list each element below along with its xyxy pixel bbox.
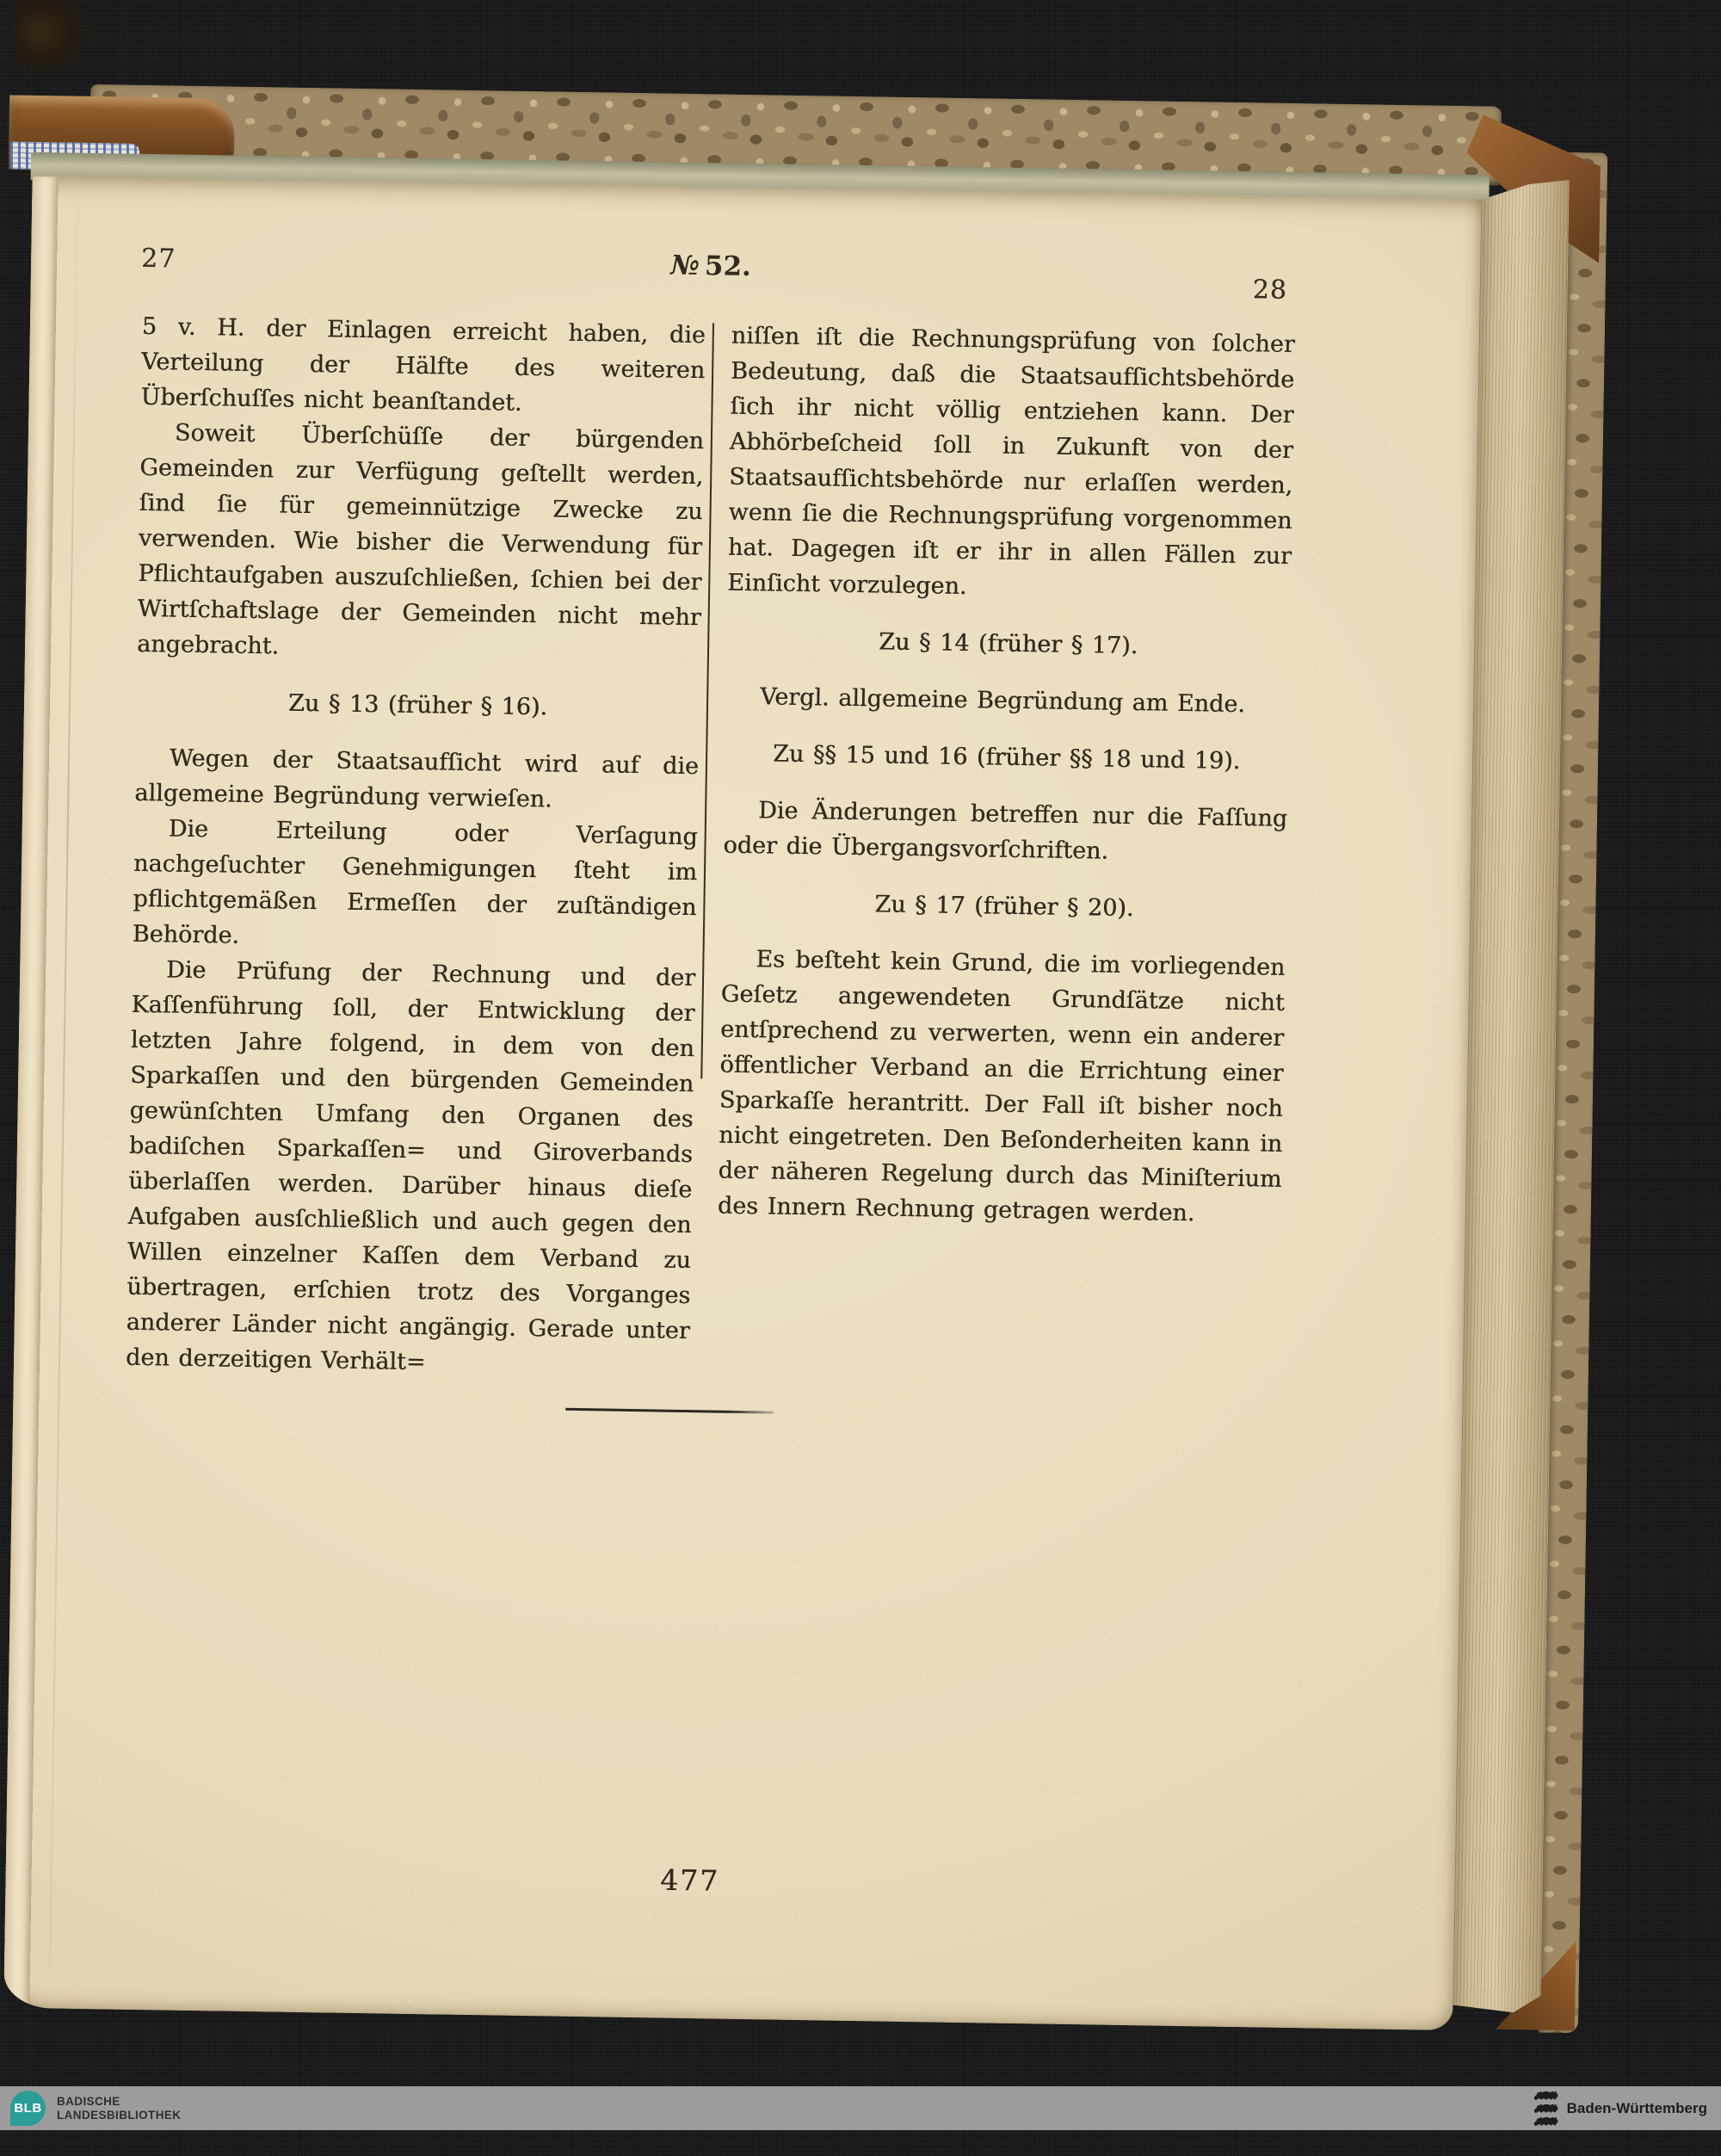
section-divider-rule	[565, 1408, 774, 1414]
numero-sign: №	[669, 250, 700, 282]
paragraph: Es beſteht kein Grund, die im vorliegenden Geſetz angewendeten Grundſätze nicht entſprechend zu verwerten, wenn ein anderer öffentlicher Verband an die Errichtung einer Sparkaſſe herantritt. Der Fall iſt bisher noch nicht eingetreten. Den Beſonderheiten kann in der näheren Regelung durch das Miniſterium des Innern Rechnung getragen werden.	[717, 946, 1286, 1227]
blb-logo-icon: BLB	[10, 2091, 46, 2126]
paragraph: Die Änderungen betreffen nur die Faſſung oder die Übergangsvorſchriften.	[723, 797, 1288, 865]
paragraph: 5 v. H. der Einlagen erreicht haben, die Verteilung der Hälfte des weiteren Überſchuſſes nicht beanſtandet.	[140, 312, 706, 417]
state-branding	[1533, 2090, 1707, 2128]
book-page	[3, 176, 1481, 2030]
section-heading-zu-17: Zu § 17 (früher § 20).	[874, 891, 1134, 923]
paragraph: Die Erteilung oder Verſagung nachgeſuchter Genehmigungen ſteht im pflichtgemäßen Ermeſſen der zuſtändigen Behörde.	[132, 815, 698, 949]
library-footer-bar	[0, 2086, 1721, 2130]
page-number-left: 27	[140, 243, 176, 275]
section-heading-zu-13: Zu § 13 (früher § 16).	[287, 689, 548, 721]
issue-number: 52.	[704, 250, 752, 283]
state-label: Baden-Württemberg	[1566, 2099, 1707, 2116]
paragraph: Wegen der Staatsaufſicht wird auf die allgemeine Begründung verwieſen.	[134, 744, 700, 813]
section-heading-zu-15-16: Zu §§ 15 und 16 (früher §§ 18 und 19).	[772, 740, 1241, 775]
paragraph: Soweit Überſchüſſe der bürgenden Gemeinden zur Verfügung geſtellt werden, ſind ſie für gemeinnützige Zwecke zu verwenden. Wie bisher die Verwendung für Pflichtaufgaben auszuſchließen, ſchien bei der Wirtſchaftslage der Gemeinden nicht mehr angebracht.	[136, 419, 705, 660]
issue-header	[582, 249, 841, 284]
left-column	[126, 309, 706, 1384]
paragraph: Vergl. allgemeine Begründung am Ende.	[759, 683, 1246, 719]
right-column	[715, 318, 1295, 1393]
section-heading-zu-14: Zu § 14 (früher § 17).	[879, 628, 1138, 660]
page-number-right: 28	[1252, 275, 1288, 306]
spine-shadow-top-left	[15, 0, 97, 82]
folio-page-number: 477	[659, 1863, 720, 1898]
paragraph: Die Prüfung der Rechnung und der Kaſſenführung ſoll, der Entwicklung der letzten Jahre folgend, in dem von den Sparkaſſen und den bürgenden Gemeinden gewünſchten Umfang den Organen des badiſchen Sparkaſſen= und Giroverbands überlaſſen werden. Darüber hinaus dieſe Aufgaben ausſchließlich und auch gegen den Willen einzelner Kaſſen dem Verband zu übertragen, erſchien trotz des Vorganges anderer Länder nicht angängig. Gerade unter den derzeitigen Verhält=	[125, 956, 696, 1376]
library-name-line1: BADISCHE	[57, 2094, 120, 2108]
library-name-line2: LANDESBIBLIOTHEK	[57, 2108, 182, 2122]
facing-page-edge	[3, 176, 58, 2008]
library-branding	[10, 2091, 181, 2126]
library-name	[57, 2095, 181, 2122]
baden-wuerttemberg-lions-icon	[1533, 2090, 1558, 2128]
paragraph: niſſen iſt die Rechnungsprüfung von ſolcher Bedeutung, daß die Staatsaufſichtsbehörde ſich ihr nicht völlig entziehen kann. Der Abhörbeſcheid ſoll in Zukunft von der Staatsaufſichtsbehörde nur erlaſſen werden, wenn ſie die Rechnungsprüfung vorgenommen hat. Dagegen iſt er ihr in allen Fällen zur Einſicht vorzulegen.	[727, 322, 1295, 601]
